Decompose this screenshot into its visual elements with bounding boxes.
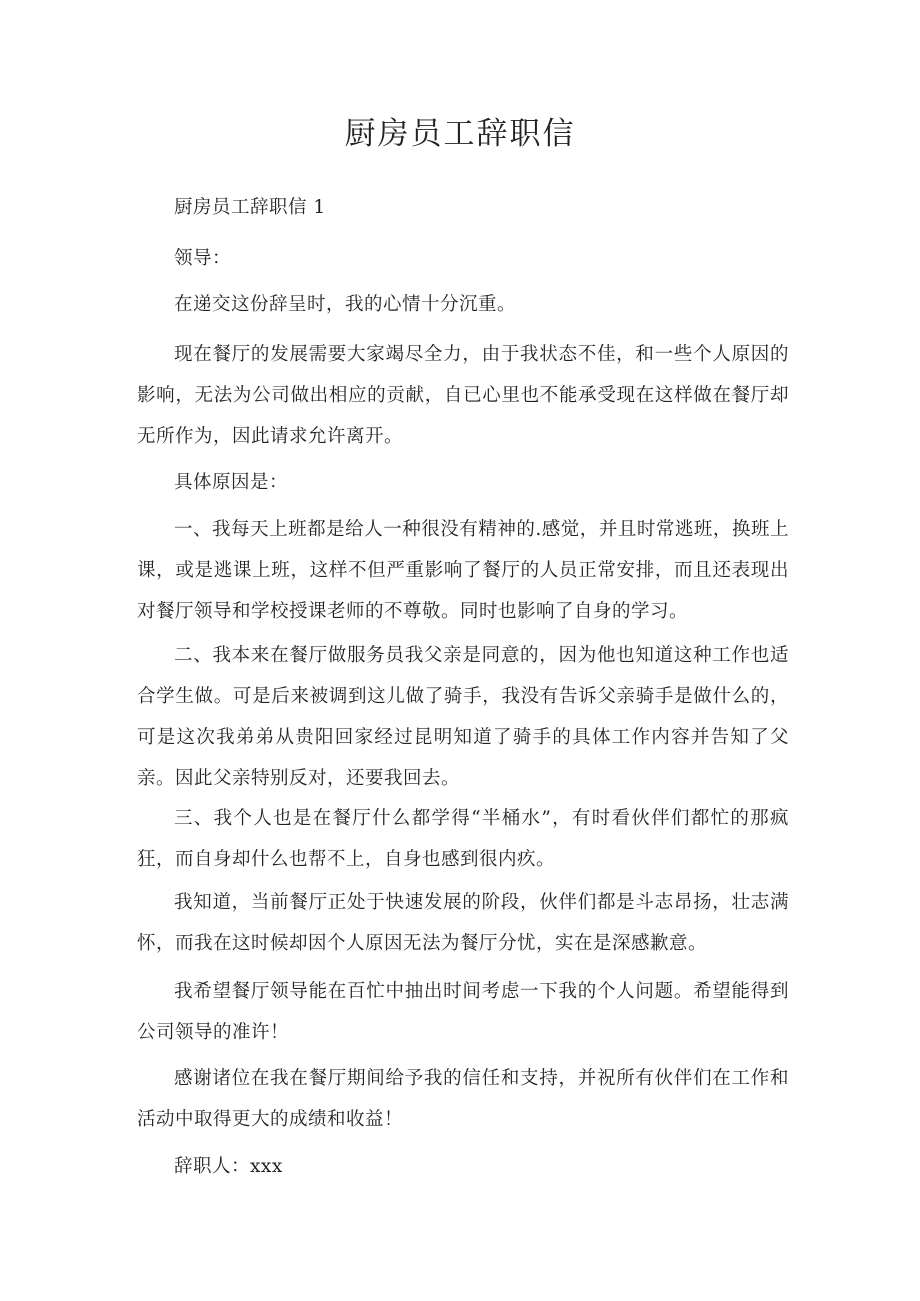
paragraph-thanks: 感谢诸位在我在餐厅期间给予我的信任和支持，并祝所有伙伴们在工作和活动中取得更大的成绩和收益！	[137, 1068, 789, 1130]
document-title: 厨房员工辞职信	[344, 116, 576, 152]
paragraph-intro: 现在餐厅的发展需要大家竭尽全力，由于我状态不佳，和一些个人原因的影响，无法为公司做出相应的贡献，自已心里也不能承受现在这样做在餐厅却无所作为，因此请求允许离开。	[137, 344, 789, 447]
paragraph-apology: 我知道，当前餐厅正处于快速发展的阶段，伙伴们都是斗志昂扬，壮志满怀，而我在这时候却因个人原因无法为餐厅分忧，实在是深感歉意。	[137, 892, 789, 954]
paragraph-reason-1: 一、我每天上班都是给人一种很没有精神的.感觉，并且时常逃班，换班上课，或是逃课上班，这样不但严重影响了餐厅的人员正常安排，而且还表现出对餐厅领导和学校授课老师的不尊敬。同时也影响了自身的学习。	[137, 519, 789, 622]
letter-subtitle: 厨房员工辞职信 1	[174, 197, 326, 218]
salutation: 领导：	[174, 248, 232, 269]
paragraph-reason-2: 二、我本来在餐厅做服务员我父亲是同意的，因为他也知道这种工作也适合学生做。可是后来被调到这儿做了骑手，我没有告诉父亲骑手是做什么的，可是这次我弟弟从贵阳回家经过昆明知道了骑手的具体工作内容并告知了父亲。因此父亲特别反对，还要我回去。	[137, 645, 789, 789]
paragraph-opening: 在递交这份辞呈时，我的心情十分沉重。	[174, 294, 517, 315]
paragraph-reasons-heading: 具体原因是：	[174, 472, 289, 493]
paragraph-reason-3: 三、我个人也是在餐厅什么都学得“半桶水”，有时看伙伴们都忙的那疯狂，而自身却什么也帮不上，自身也感到很内疚。	[137, 808, 789, 870]
paragraph-request: 我希望餐厅领导能在百忙中抽出时间考虑一下我的个人问题。希望能得到公司领导的准许！	[137, 981, 789, 1043]
signature: 辞职人：xxx	[174, 1156, 283, 1177]
